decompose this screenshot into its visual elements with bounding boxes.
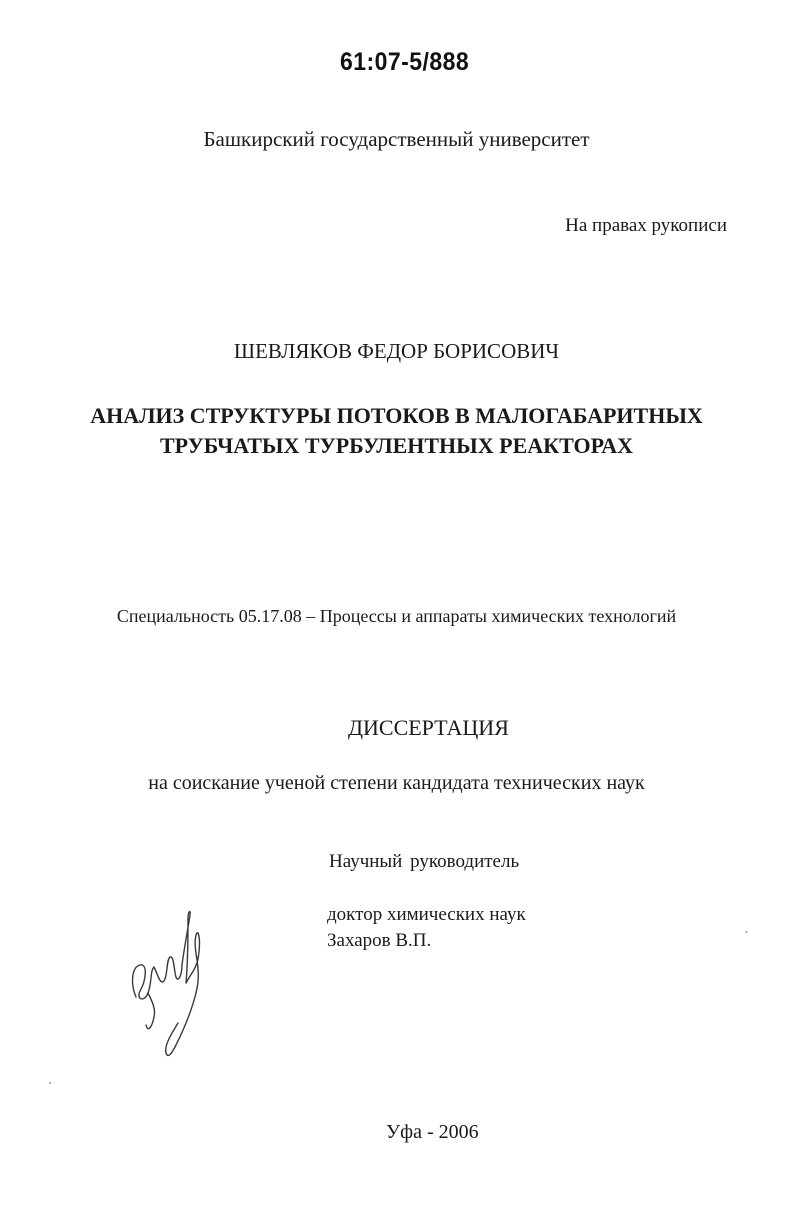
supervisor-label: Научный руководитель	[329, 851, 520, 872]
dissertation-title-line-2: ТРУБЧАТЫХ ТУРБУЛЕНТНЫХ РЕАКТОРАХ	[160, 433, 633, 458]
city-and-year: Уфа - 2006	[386, 1121, 479, 1143]
specialty-line: Специальность 05.17.08 – Процессы и аппараты химических технологий	[116, 606, 677, 626]
scan-speck	[49, 1082, 51, 1084]
scan-speck	[745, 931, 748, 933]
manuscript-rights-note: На правах рукописи	[565, 215, 727, 236]
degree-line: на соискание ученой степени кандидата технических наук	[148, 772, 645, 794]
handwritten-signature	[118, 905, 218, 1065]
catalog-number: 61:07-5/888	[340, 48, 470, 76]
dissertation-title-line-1: АНАЛИЗ СТРУКТУРЫ ПОТОКОВ В МАЛОГАБАРИТНЫХ	[90, 403, 703, 428]
university-name: Башкирский государственный университет	[203, 127, 590, 151]
document-type: ДИССЕРТАЦИЯ	[348, 715, 509, 740]
supervisor-degree: доктор химических наук	[327, 904, 526, 925]
author-name: ШЕВЛЯКОВ ФЕДОР БОРИСОВИЧ	[233, 339, 560, 363]
supervisor-name: Захаров В.П.	[327, 930, 432, 951]
